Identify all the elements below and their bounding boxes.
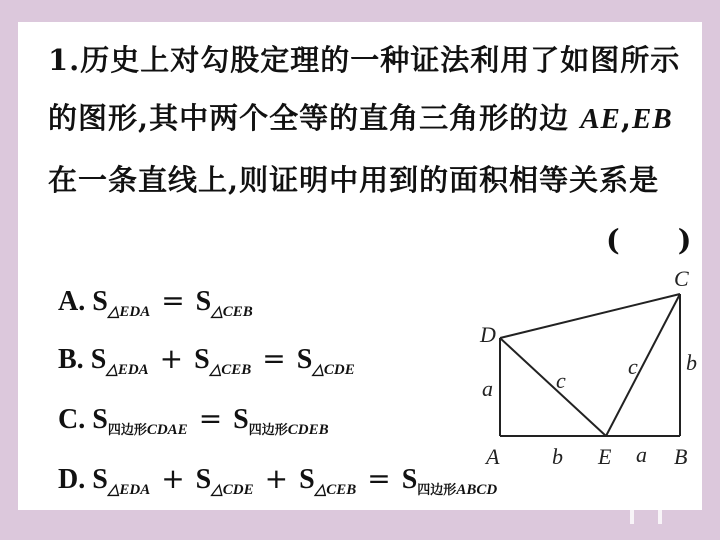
- area-symbol: S: [296, 344, 313, 375]
- triangle-symbol: △: [314, 482, 327, 498]
- triangle-symbol: △: [211, 482, 223, 498]
- subscript: [211, 482, 253, 498]
- triangle-cde: CDE: [222, 482, 254, 498]
- triangle-symbol: △: [106, 362, 118, 378]
- segment-eb: EB: [632, 103, 673, 135]
- question-line-3: [48, 158, 659, 199]
- subscript: [249, 422, 329, 438]
- length-c-de: c: [556, 368, 566, 393]
- option-c[interactable]: [58, 402, 329, 439]
- subscript: [312, 362, 354, 378]
- triangle-symbol: △: [211, 304, 223, 320]
- subscript: [108, 422, 188, 438]
- area-symbol: S: [195, 286, 212, 317]
- question-number: 1.: [48, 43, 81, 77]
- option-a[interactable]: [58, 284, 253, 321]
- quad-abcd: ABCD: [456, 482, 498, 498]
- triangle-eda: EDA: [119, 482, 151, 498]
- operator: +: [264, 462, 289, 495]
- operator: =: [367, 462, 391, 495]
- point-e-label: E: [598, 444, 612, 469]
- area-symbol: S: [194, 344, 210, 375]
- length-a-bottom: a: [636, 442, 647, 467]
- point-c-label: C: [674, 270, 689, 291]
- area-symbol: S: [92, 464, 108, 495]
- subscript: [108, 304, 150, 320]
- operator: +: [161, 462, 185, 495]
- question-card: [18, 22, 702, 510]
- question-text-3: 在一条直线上,则证明中用到的面积相等关系是: [48, 163, 660, 197]
- triangle-symbol: △: [209, 362, 222, 378]
- option-d-label: D.: [58, 464, 86, 495]
- subscript: [417, 482, 497, 498]
- subscript: [211, 304, 253, 320]
- subscript: [108, 482, 150, 498]
- operator: =: [161, 284, 185, 317]
- trapezoid-figure: [470, 270, 700, 480]
- length-b-right: b: [686, 350, 697, 375]
- triangle-eda: EDA: [119, 304, 151, 320]
- length-b-bottom: b: [552, 444, 563, 469]
- area-symbol: S: [92, 286, 108, 317]
- triangle-cde: CDE: [323, 362, 355, 378]
- area-symbol: S: [90, 344, 107, 375]
- quadrilateral-word: 四边形: [417, 483, 457, 498]
- option-b-label: B.: [58, 344, 84, 375]
- length-c-ec: c: [628, 354, 638, 379]
- area-symbol: S: [92, 404, 108, 435]
- area-symbol: S: [299, 464, 315, 495]
- question-text-2: 的图形,其中两个全等的直角三角形的边: [48, 101, 570, 135]
- option-c-label: C.: [58, 404, 86, 435]
- point-d-label: D: [480, 322, 496, 347]
- triangle-ceb: CEB: [326, 482, 357, 498]
- question-line-1: [48, 38, 680, 79]
- triangle-ceb: CEB: [222, 304, 253, 320]
- quadrilateral-word: 四边形: [248, 423, 288, 438]
- area-symbol: S: [195, 464, 212, 495]
- segment-de: [500, 338, 606, 436]
- triangle-symbol: △: [107, 304, 120, 320]
- length-a-left: a: [482, 376, 493, 401]
- segment-cd: [500, 294, 680, 338]
- answer-parentheses: ( ): [606, 223, 692, 257]
- question-line-2: [48, 96, 673, 137]
- comma: ,: [620, 101, 633, 135]
- subscript: [315, 482, 357, 498]
- triangle-eda: EDA: [117, 362, 149, 378]
- area-symbol: S: [233, 404, 249, 435]
- area-symbol: S: [401, 464, 418, 495]
- decorative-watermark: [620, 472, 710, 532]
- segment-ae: AE: [580, 103, 621, 135]
- triangle-ceb: CEB: [221, 362, 252, 378]
- question-text-1: 历史上对勾股定理的一种证法利用了如图所示: [80, 43, 681, 77]
- operator: =: [198, 402, 223, 435]
- quadrilateral-word: 四边形: [107, 423, 147, 438]
- option-a-label: A.: [58, 286, 86, 317]
- triangle-symbol: △: [312, 362, 324, 378]
- operator: =: [262, 342, 286, 375]
- subscript: [106, 362, 148, 378]
- point-a-label: A: [486, 444, 500, 469]
- subscript: [210, 362, 252, 378]
- option-d[interactable]: [58, 462, 497, 499]
- point-b-label: B: [674, 444, 688, 469]
- option-b[interactable]: [58, 342, 355, 379]
- quad-cdae: CDAE: [146, 422, 188, 438]
- segment-ec: [606, 294, 680, 436]
- operator: +: [159, 342, 184, 375]
- triangle-symbol: △: [107, 482, 120, 498]
- quad-cdeb: CDEB: [287, 422, 329, 438]
